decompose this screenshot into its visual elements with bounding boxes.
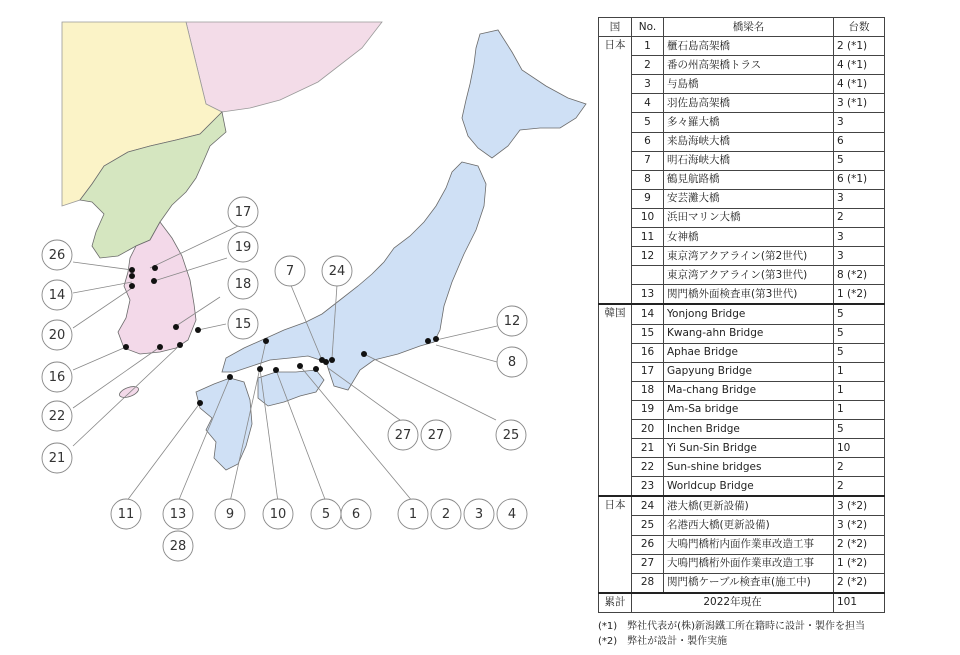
name-cell: 来島海峡大橋	[664, 132, 834, 151]
header-bridge-name: 橋梁名	[664, 18, 834, 37]
no-cell: 27	[632, 554, 664, 573]
count-cell: 2	[834, 208, 885, 227]
no-cell: 6	[632, 132, 664, 151]
table-row	[599, 37, 885, 56]
name-cell: Ma-chang Bridge	[664, 381, 834, 400]
no-cell: 12	[632, 247, 664, 266]
callout-label: 14	[48, 288, 66, 303]
country-cell: 日本	[599, 496, 632, 592]
callout-label: 6	[351, 507, 361, 522]
total-year: 2022年現在	[632, 593, 834, 613]
count-cell: 5	[834, 151, 885, 170]
callout-label: 17	[234, 205, 252, 220]
russia-region	[186, 22, 382, 112]
callout-label: 5	[321, 507, 331, 522]
callout-label: 1	[408, 507, 418, 522]
no-cell: 4	[632, 94, 664, 113]
table-row	[599, 516, 885, 535]
callout-label: 21	[48, 451, 66, 466]
callout-label: 2	[441, 507, 451, 522]
table-row	[599, 419, 885, 438]
callout-label: 27	[394, 428, 412, 443]
name-cell: 関門橋外面検査車(第3世代)	[664, 285, 834, 305]
callout-label: 18	[234, 277, 252, 292]
table-row	[599, 56, 885, 75]
no-cell: 23	[632, 477, 664, 497]
name-cell: 東京湾アクアライン(第2世代)	[664, 247, 834, 266]
callout-label: 26	[48, 248, 66, 263]
country-cell: 韓国	[599, 304, 632, 496]
callout-label: 27	[427, 428, 445, 443]
footnotes	[598, 619, 884, 649]
footnote-1: (*1) 弊社代表が(株)新潟鐵工所在籍時に設計・製作を担当	[598, 620, 865, 632]
count-cell: 8 (*2)	[834, 266, 885, 285]
name-cell: Yonjong Bridge	[664, 304, 834, 324]
count-cell: 2 (*1)	[834, 37, 885, 56]
bridge-table	[598, 17, 885, 613]
count-cell: 5	[834, 324, 885, 343]
callout-label: 20	[48, 328, 66, 343]
header-country: 国	[599, 18, 632, 37]
name-cell: Inchen Bridge	[664, 419, 834, 438]
table-header-row	[599, 18, 885, 37]
name-cell: Yi Sun-Sin Bridge	[664, 439, 834, 458]
no-cell: 28	[632, 573, 664, 593]
count-cell: 3	[834, 189, 885, 208]
table-row	[599, 266, 885, 285]
table-row	[599, 228, 885, 247]
table-row	[599, 247, 885, 266]
table-row	[599, 304, 885, 324]
count-cell: 4 (*1)	[834, 56, 885, 75]
table-row	[599, 324, 885, 343]
count-cell: 2	[834, 458, 885, 477]
total-row	[599, 593, 885, 613]
name-cell: 安芸灘大橋	[664, 189, 834, 208]
name-cell: 女神橋	[664, 228, 834, 247]
no-cell: 20	[632, 419, 664, 438]
count-cell: 3	[834, 228, 885, 247]
callout-label: 16	[48, 370, 66, 385]
no-cell: 5	[632, 113, 664, 132]
no-cell: 2	[632, 56, 664, 75]
no-cell: 22	[632, 458, 664, 477]
count-cell: 2 (*2)	[834, 573, 885, 593]
table-row	[599, 554, 885, 573]
no-cell: 25	[632, 516, 664, 535]
callout-label: 13	[169, 507, 187, 522]
table-row	[599, 477, 885, 497]
no-cell	[632, 266, 664, 285]
callout-label: 19	[234, 240, 252, 255]
table-row	[599, 151, 885, 170]
count-cell: 6	[834, 132, 885, 151]
count-cell: 6 (*1)	[834, 170, 885, 189]
header-no: No.	[632, 18, 664, 37]
callout-label: 4	[507, 507, 517, 522]
name-cell: 大鳴門橋桁外面作業車改造工事	[664, 554, 834, 573]
name-cell: 羽佐島高架橋	[664, 94, 834, 113]
name-cell: Sun-shine bridges	[664, 458, 834, 477]
table-row	[599, 285, 885, 305]
no-cell: 16	[632, 343, 664, 362]
no-cell: 11	[632, 228, 664, 247]
no-cell: 24	[632, 496, 664, 516]
footnote-2: (*2) 弊社が設計・製作実施	[598, 635, 728, 647]
count-cell: 1	[834, 362, 885, 381]
total-label: 累計	[599, 593, 632, 613]
table-row	[599, 458, 885, 477]
no-cell: 10	[632, 208, 664, 227]
no-cell: 26	[632, 535, 664, 554]
table-row	[599, 439, 885, 458]
name-cell: 東京湾アクアライン(第3世代)	[664, 266, 834, 285]
table-row	[599, 362, 885, 381]
name-cell: Worldcup Bridge	[664, 477, 834, 497]
callout-label: 12	[503, 314, 521, 329]
no-cell: 18	[632, 381, 664, 400]
country-cell: 日本	[599, 37, 632, 305]
callout-label: 10	[269, 507, 287, 522]
callout-label: 7	[285, 264, 295, 279]
callout-label: 3	[474, 507, 484, 522]
table-row	[599, 496, 885, 516]
table-row	[599, 573, 885, 593]
callout-label: 28	[169, 539, 187, 554]
name-cell: Aphae Bridge	[664, 343, 834, 362]
count-cell: 4 (*1)	[834, 75, 885, 94]
count-cell: 1 (*2)	[834, 554, 885, 573]
table-row	[599, 189, 885, 208]
table-row	[599, 381, 885, 400]
count-cell: 3	[834, 113, 885, 132]
total-count: 101	[834, 593, 885, 613]
name-cell: Gapyung Bridge	[664, 362, 834, 381]
shikoku-region	[258, 370, 324, 406]
count-cell: 3 (*2)	[834, 496, 885, 516]
count-cell: 3 (*1)	[834, 94, 885, 113]
callout-label: 15	[234, 317, 252, 332]
count-cell: 1 (*2)	[834, 285, 885, 305]
callout-label: 24	[328, 264, 346, 279]
table-row	[599, 400, 885, 419]
table-row	[599, 208, 885, 227]
name-cell: 櫃石島高架橋	[664, 37, 834, 56]
callout-label: 11	[117, 507, 135, 522]
no-cell: 14	[632, 304, 664, 324]
count-cell: 3	[834, 247, 885, 266]
table-row	[599, 113, 885, 132]
no-cell: 1	[632, 37, 664, 56]
count-cell: 3 (*2)	[834, 516, 885, 535]
table-row	[599, 535, 885, 554]
count-cell: 5	[834, 419, 885, 438]
name-cell: 鶴見航路橋	[664, 170, 834, 189]
no-cell: 15	[632, 324, 664, 343]
count-cell: 10	[834, 439, 885, 458]
name-cell: 関門橋ケーブル検査車(施工中)	[664, 573, 834, 593]
no-cell: 17	[632, 362, 664, 381]
count-cell: 1	[834, 381, 885, 400]
name-cell: 明石海峡大橋	[664, 151, 834, 170]
name-cell: 名港西大橋(更新設備)	[664, 516, 834, 535]
name-cell: Am-Sa bridge	[664, 400, 834, 419]
count-cell: 2	[834, 477, 885, 497]
hokkaido-region	[462, 30, 586, 158]
table-row	[599, 75, 885, 94]
no-cell: 7	[632, 151, 664, 170]
count-cell: 2 (*2)	[834, 535, 885, 554]
header-count: 台数	[834, 18, 885, 37]
name-cell: 浜田マリン大橋	[664, 208, 834, 227]
no-cell: 13	[632, 285, 664, 305]
name-cell: 番の州高架橋トラス	[664, 56, 834, 75]
count-cell: 1	[834, 400, 885, 419]
no-cell: 19	[632, 400, 664, 419]
table-row	[599, 132, 885, 151]
callout-label: 9	[225, 507, 235, 522]
table-row	[599, 94, 885, 113]
name-cell: 港大橋(更新設備)	[664, 496, 834, 516]
no-cell: 9	[632, 189, 664, 208]
name-cell: 大鳴門橋桁内面作業車改造工事	[664, 535, 834, 554]
count-cell: 5	[834, 304, 885, 324]
name-cell: 多々羅大橋	[664, 113, 834, 132]
bridge-table-panel	[598, 17, 884, 649]
table-body	[599, 37, 885, 613]
honshu-region	[222, 162, 486, 390]
callout-label: 25	[502, 428, 520, 443]
no-cell: 3	[632, 75, 664, 94]
no-cell: 21	[632, 439, 664, 458]
no-cell: 8	[632, 170, 664, 189]
count-cell: 5	[834, 343, 885, 362]
callout-label: 22	[48, 409, 66, 424]
table-row	[599, 343, 885, 362]
callout-label: 8	[507, 355, 517, 370]
name-cell: Kwang-ahn Bridge	[664, 324, 834, 343]
name-cell: 与島橋	[664, 75, 834, 94]
jeju-island	[118, 384, 140, 399]
table-row	[599, 170, 885, 189]
